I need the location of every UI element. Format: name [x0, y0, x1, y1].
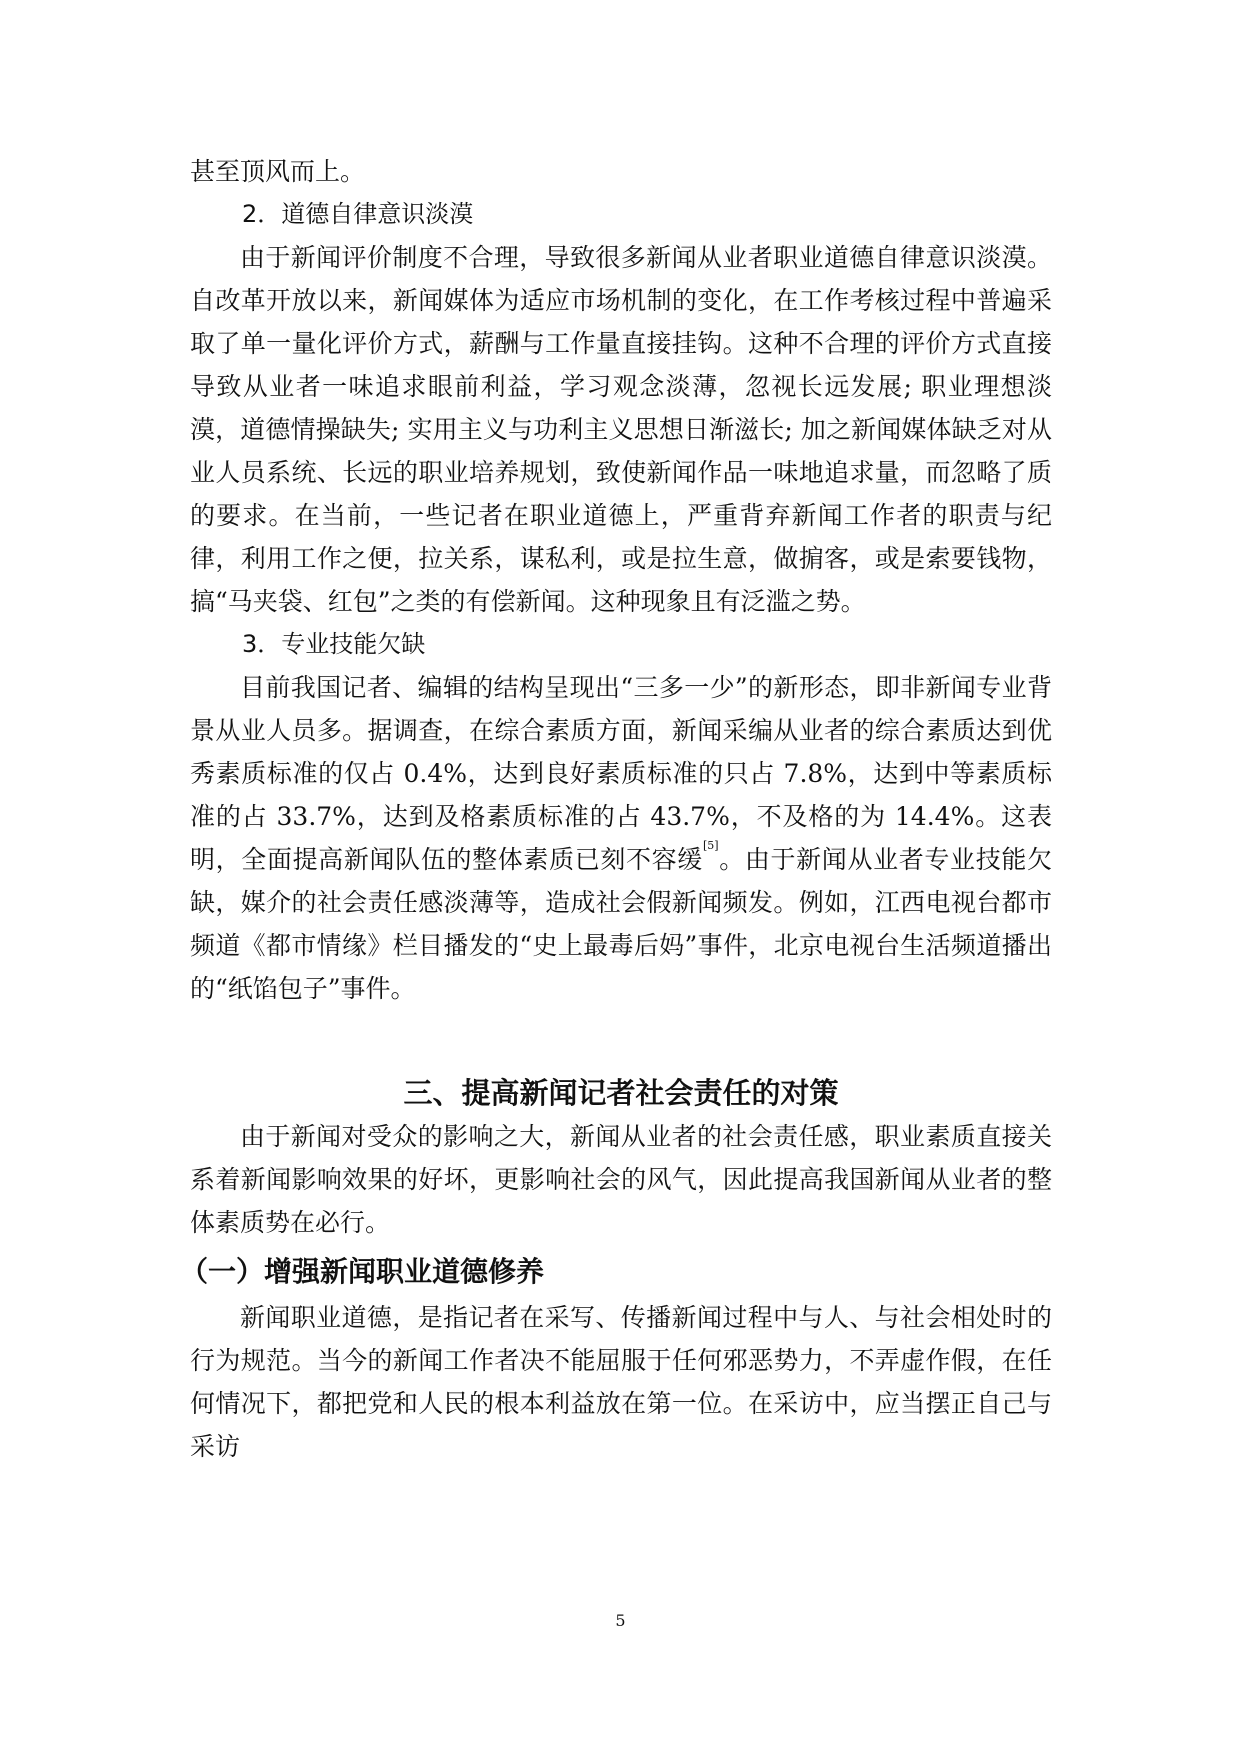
- item2-heading: 2．道德自律意识淡漠: [242, 200, 474, 228]
- item3-heading: 3．专业技能欠缺: [242, 630, 426, 658]
- subsection-heading: （一）增强新闻职业道德修养: [180, 1255, 545, 1288]
- intro-fragment: 甚至顶风而上。: [190, 157, 366, 186]
- page-number: 5: [615, 1611, 626, 1630]
- citation-ref: [5]: [702, 839, 719, 852]
- item3-paragraph: [190, 666, 1052, 1010]
- subsection-paragraph: 新闻职业道德，是指记者在采写、传播新闻过程中与人、与社会相处时的行为规范。当今的新闻工作者决不能屈服于任何邪恶势力，不弄虚作假，在任何情况下，都把党和人民的根本利益放在第一位。在采访中，应当摆正自己与采访: [190, 1303, 1052, 1461]
- document-body: [180, 150, 1052, 1468]
- item3-paragraph-part-b: 。由于新闻从业者专业技能欠缺，媒介的社会责任感淡薄等，造成社会假新闻频发。例如，江西电视台都市频道《都市情缘》栏目播发的“史上最毒后妈”事件，北京电视台生活频道播出的“纸馅包子”事件。: [190, 845, 1052, 1003]
- section3-paragraph: 由于新闻对受众的影响之大，新闻从业者的社会责任感，职业素质直接关系着新闻影响效果的好坏，更影响社会的风气，因此提高我国新闻从业者的整体素质势在必行。: [190, 1122, 1052, 1237]
- item2-paragraph: 由于新闻评价制度不合理，导致很多新闻从业者职业道德自律意识淡漠。自改革开放以来，新闻媒体为适应市场机制的变化，在工作考核过程中普遍采取了单一量化评价方式，薪酬与工作量直接挂钩。这种不合理的评价方式直接导致从业者一味追求眼前利益，学习观念淡薄，忽视长远发展; 职业理想淡漠，道德情操缺失; 实用主义与功利主义思想日渐滋长; 加之新闻媒体缺乏对从业人员系统、长远的职业培养规划，致使新闻作品一味地追求量，而忽略了质的要求。在当前，一些记者在职业道德上，严重背弃新闻工作者的职责与纪律，利用工作之便，拉关系，谋私利，或是拉生意，做掮客，或是索要钱物，搞“马夹袋、红包”之类的有偿新闻。这种现象且有泛滥之势。: [190, 243, 1052, 616]
- item3-paragraph-part-a: 目前我国记者、编辑的结构呈现出“三多一少”的新形态，即非新闻专业背景从业人员多。据调查，在综合素质方面，新闻采编从业者的综合素质达到优秀素质标准的仅占 0.4%，达到良好素质标准的只占 7.8%，达到中等素质标准的占 33.7%，达到及格素质标准的占 43.7%，不及格的为 14.4%。这表明，全面提高新闻队伍的整体素质已刻不容缓: [190, 673, 1052, 874]
- section-title: 三、提高新闻记者社会责任的对策: [403, 1076, 839, 1110]
